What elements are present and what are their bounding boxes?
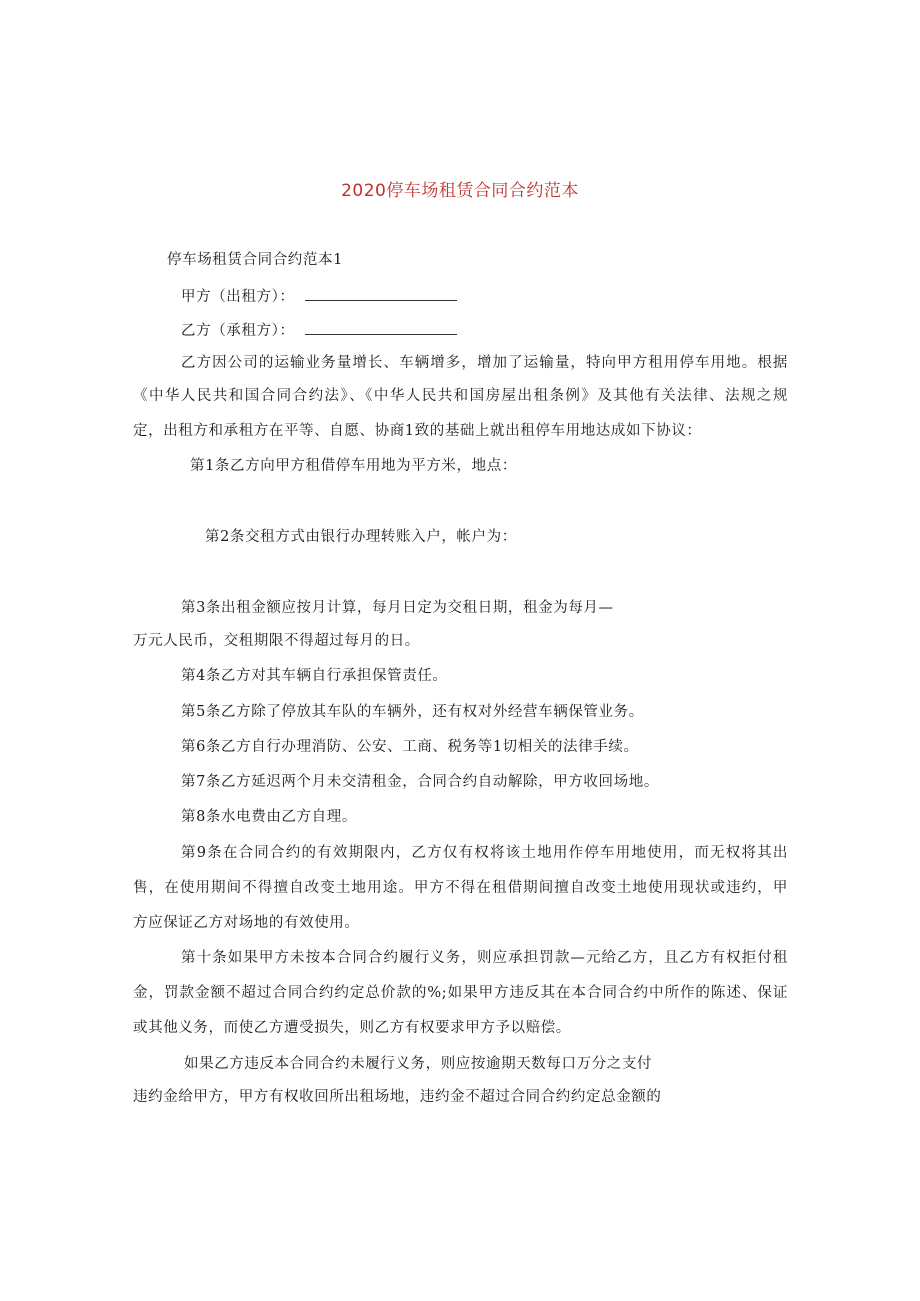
article-2: 第2条交租方式由银行办理转账入户，帐户为： <box>205 529 517 545</box>
breach-line-1: 如果乙方违反本合同合约未履行义务，则应按逾期天数每口万分之支付 <box>184 1056 653 1072</box>
article-8: 第8条水电费由乙方自理。 <box>181 809 357 825</box>
article-1: 第1条乙方向甲方租借停车用地为平方米，地点： <box>190 458 517 474</box>
intro-line-2: 《中华人民共和国合同合约法》、《中华人民共和国房屋出租条例》及其他有关法律、法规之规 <box>133 388 788 404</box>
party-a-label: 甲方（出租方）： <box>181 289 295 305</box>
article-10-line-2: 金，罚款金额不超过合同合约约定总价款的%;如果甲方违反其在本合同合约中所作的陈述、保证 <box>133 985 788 1001</box>
intro-line-3: 定，出租方和承租方在平等、自愿、协商1致的基础上就出租停车用地达成如下协议： <box>133 423 702 439</box>
party-b-line <box>181 320 457 341</box>
article-10-line-1: 第十条如果甲方未按本合同合约履行义务，则应承担罚款—元给乙方，且乙方有权拒付租 <box>181 950 788 966</box>
article-3-line-2: 万元人民币，交租期限不得超过每月的日。 <box>133 633 420 649</box>
article-3-line-1: 第3条出租金额应按月计算，每月日定为交租日期，租金为每月— <box>181 600 614 616</box>
party-a-blank <box>305 286 457 301</box>
article-9-line-3: 方应保证乙方对场地的有效使用。 <box>133 915 360 931</box>
intro-line-1: 乙方因公司的运输业务量增长、车辆增多，增加了运输量，特向甲方租用停车用地。根据 <box>181 355 788 371</box>
party-b-label: 乙方（承租方）： <box>181 323 295 339</box>
document-title: 2020停车场租赁合同合约范本 <box>341 181 579 201</box>
article-9-line-1: 第9条在合同合约的有效期限内，乙方仅有权将该土地用作停车用地使用，而无权将其出 <box>181 845 788 861</box>
article-4: 第4条乙方对其车辆自行承担保管责任。 <box>181 668 448 684</box>
article-6: 第6条乙方自行办理消防、公安、工商、税务等1切相关的法律手续。 <box>181 739 639 755</box>
article-10-line-3: 或其他义务，而使乙方遭受损失，则乙方有权要求甲方予以赔偿。 <box>133 1020 571 1036</box>
article-7: 第7条乙方延迟两个月未交清租金，合同合约自动解除，甲方收回场地。 <box>181 774 659 790</box>
template-heading: 停车场租赁合同合约范本1 <box>167 252 343 268</box>
breach-line-2: 违约金给甲方，甲方有权收回所出租场地，违约金不超过合同合约约定总金额的 <box>133 1089 662 1105</box>
article-9-line-2: 售，在使用期间不得擅自改变土地用途。甲方不得在租借期间擅自改变土地使用现状或违约，甲 <box>133 880 788 896</box>
party-a-line <box>181 286 457 307</box>
party-b-blank <box>305 320 457 335</box>
article-5: 第5条乙方除了停放其车队的车辆外，还有权对外经营车辆保管业务。 <box>181 704 644 720</box>
